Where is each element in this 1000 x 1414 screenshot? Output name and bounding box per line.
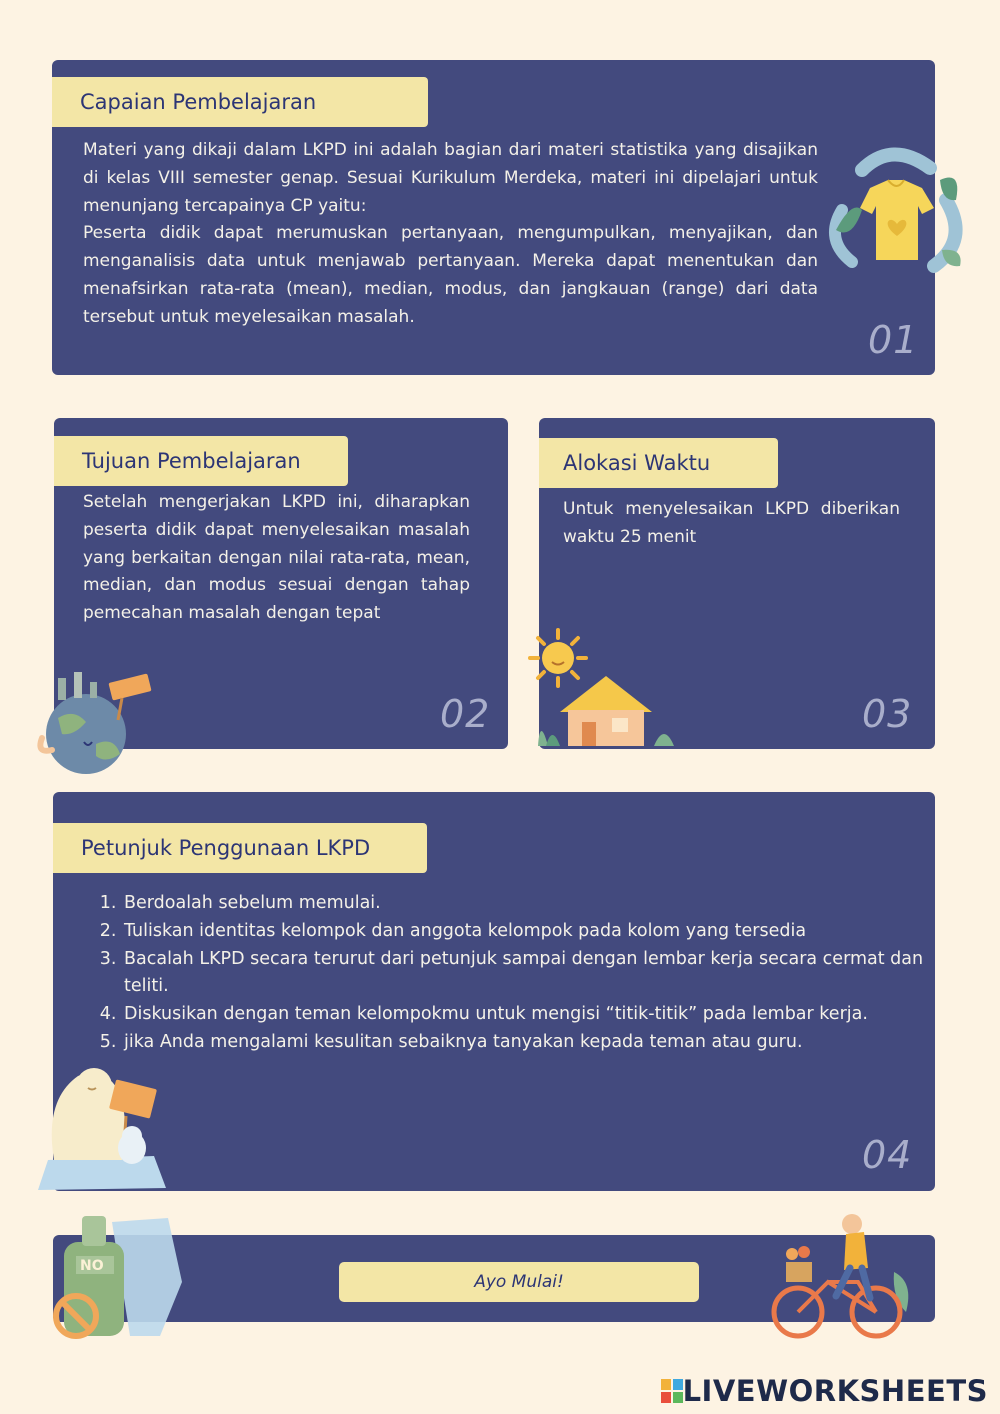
sun-house-icon: [524, 626, 678, 748]
capaian-text: [83, 137, 818, 332]
svg-text:NO: NO: [80, 1258, 104, 1274]
earth-help-icon: [34, 664, 156, 776]
section-number-02: 02: [440, 692, 491, 736]
list-item: 4. Diskusikan dengan teman kelompokmu untuk mengisi “titik-titik” pada lembar kerja.: [122, 1001, 942, 1029]
section-number-04: 04: [862, 1133, 913, 1177]
section-title-alokasi: Alokasi Waktu: [539, 438, 778, 488]
section-number-03: 03: [862, 692, 913, 736]
section-title-tujuan: Tujuan Pembelajaran: [54, 436, 348, 486]
section-title-capaian: Capaian Pembelajaran: [52, 77, 428, 127]
list-item: 5. jika Anda mengalami kesulitan sebaiknya tanyakan kepada teman atau guru.: [122, 1029, 942, 1057]
list-item: 3. Bacalah LKPD secara terurut dari petunjuk sampai dengan lembar kerja secara cermat dan teliti.: [122, 946, 942, 1002]
t-shirt-recycle-icon: [822, 140, 970, 278]
polar-bear-help-icon: [34, 1060, 170, 1196]
section-title-petunjuk: Petunjuk Penggunaan LKPD: [53, 823, 427, 873]
petunjuk-steps-list: [82, 890, 942, 1057]
list-item: 1. Berdoalah sebelum memulai.: [122, 890, 942, 918]
liveworksheets-logo-icon: [661, 1379, 683, 1403]
brand-name: LIVEWORKSHEETS: [682, 1374, 988, 1408]
liveworksheets-logo: [661, 1374, 988, 1408]
capaian-paragraph-1: Materi yang dikaji dalam LKPD ini adalah bagian dari materi statistika yang disajikan di kelas VIII semester genap. Sesuai Kurikulum Merdeka, materi ini dipelajari untuk menunjang tercapainya CP yaitu:: [83, 140, 818, 216]
tujuan-text: Setelah mengerjakan LKPD ini, diharapkan peserta didik dapat menyelesaikan masalah yang berkaitan dengan nilai rata-rata, mean, median, dan modus sesuai dengan tahap pemecahan masalah dengan tepat: [83, 492, 470, 624]
ayo-mulai-button[interactable]: Ayo Mulai!: [339, 1262, 699, 1302]
section-number-01: 01: [868, 318, 919, 362]
list-item: 2. Tuliskan identitas kelompok dan anggota kelompok pada kolom yang tersedia: [122, 918, 942, 946]
girl-bicycle-icon: [766, 1212, 918, 1344]
no-plastic-bottle-icon: [50, 1212, 190, 1342]
capaian-paragraph-2: Peserta didik dapat merumuskan pertanyaan, mengumpulkan, menyajikan, dan menganalisis data untuk menjawab pertanyaan. Mereka dapat menentukan dan menafsirkan rata-rata (mean), median, modus, dan jangkauan (range) dari data tersebut untuk meyelesaikan masalah.: [83, 223, 818, 327]
alokasi-text: Untuk menyelesaikan LKPD diberikan waktu 25 menit: [563, 499, 900, 547]
